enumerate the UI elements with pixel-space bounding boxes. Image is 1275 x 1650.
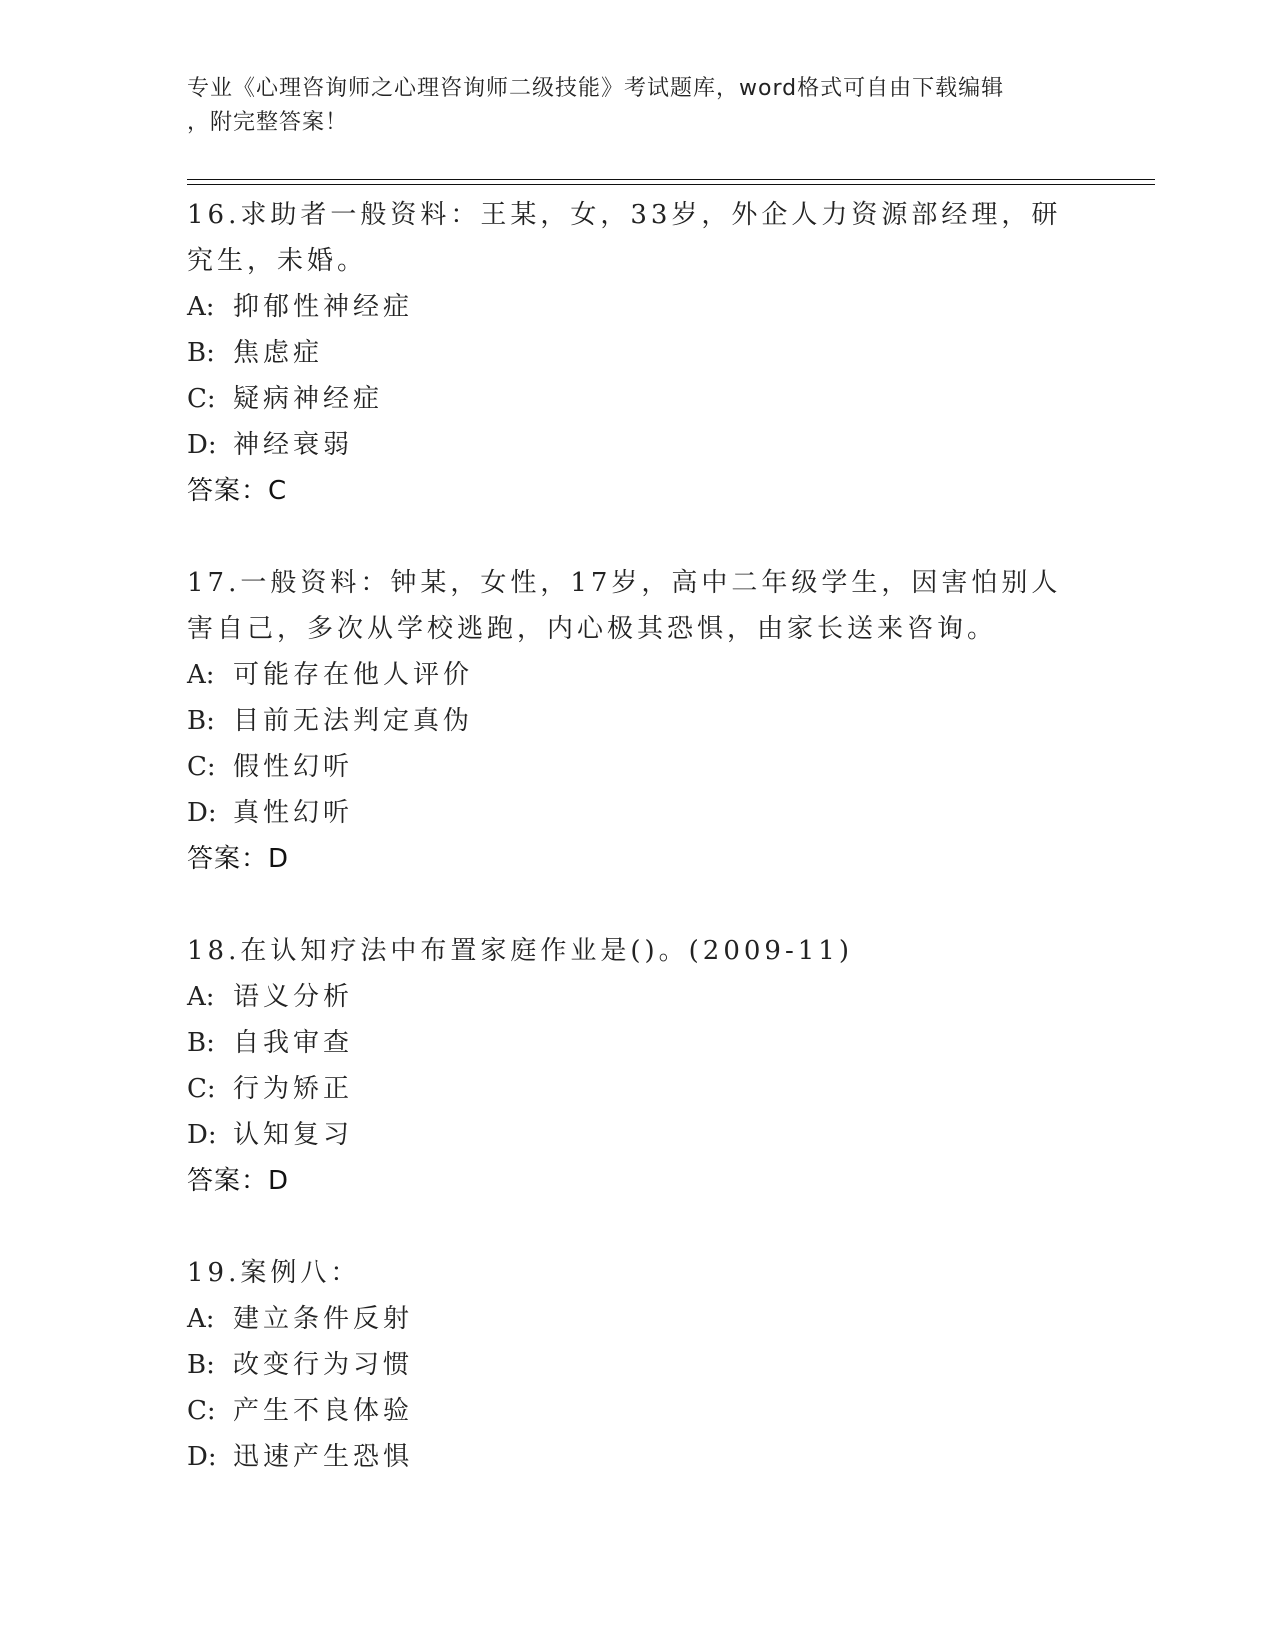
option-text: 抑郁性神经症 xyxy=(233,292,414,322)
option-label: B: xyxy=(187,706,215,736)
option-label: D: xyxy=(187,1120,217,1150)
question-16 xyxy=(187,192,1087,514)
question-17 xyxy=(187,560,1087,882)
question-19 xyxy=(187,1250,1087,1480)
header-line-1: 专业《心理咨询师之心理咨询师二级技能》考试题库，word格式可自由下载编辑 xyxy=(187,76,1005,101)
option-text: 语义分析 xyxy=(233,982,354,1012)
option-label: D: xyxy=(187,798,217,828)
question-title: 19.案例八： xyxy=(187,1258,361,1288)
answer-line: 答案：C xyxy=(187,476,288,506)
option-label: A: xyxy=(187,1304,215,1334)
option-text: 建立条件反射 xyxy=(233,1304,414,1334)
option-a xyxy=(187,652,1087,698)
option-c xyxy=(187,1388,1087,1434)
option-label: B: xyxy=(187,1028,215,1058)
option-text: 产生不良体验 xyxy=(233,1396,414,1426)
option-text: 神经衰弱 xyxy=(233,430,354,460)
option-label: A: xyxy=(187,982,215,1012)
option-label: C: xyxy=(187,1396,216,1426)
option-b xyxy=(187,1020,1087,1066)
option-text: 改变行为习惯 xyxy=(233,1350,414,1380)
option-c xyxy=(187,376,1087,422)
option-text: 真性幻听 xyxy=(233,798,354,828)
question-title: 18.在认知疗法中布置家庭作业是()。(2009-11) xyxy=(187,936,853,966)
option-text: 可能存在他人评价 xyxy=(233,660,474,690)
option-a xyxy=(187,974,1087,1020)
option-label: B: xyxy=(187,1350,215,1380)
option-label: D: xyxy=(187,1442,217,1472)
option-d xyxy=(187,1434,1087,1480)
option-text: 焦虑症 xyxy=(233,338,324,368)
option-b xyxy=(187,330,1087,376)
option-label: A: xyxy=(187,660,215,690)
answer-line: 答案：D xyxy=(187,1166,290,1196)
question-title: 16.求助者一般资料：王某，女，33岁，外企人力资源部经理，研究生，未婚。 xyxy=(187,200,1062,276)
question-18 xyxy=(187,928,1087,1204)
option-label: C: xyxy=(187,384,216,414)
answer-line: 答案：D xyxy=(187,844,290,874)
option-d xyxy=(187,1112,1087,1158)
option-text: 认知复习 xyxy=(233,1120,354,1150)
header-divider-top xyxy=(187,179,1155,180)
question-list xyxy=(187,192,1087,1526)
option-label: A: xyxy=(187,292,215,322)
option-label: D: xyxy=(187,430,217,460)
option-text: 迅速产生恐惧 xyxy=(233,1442,414,1472)
option-c xyxy=(187,1066,1087,1112)
header-line-2: ，附完整答案！ xyxy=(187,110,349,135)
option-label: C: xyxy=(187,1074,216,1104)
option-a xyxy=(187,284,1087,330)
option-a xyxy=(187,1296,1087,1342)
option-text: 疑病神经症 xyxy=(233,384,384,414)
question-title: 17.一般资料：钟某，女性，17岁，高中二年级学生，因害怕别人害自己，多次从学校逃跑，内心极其恐惧，由家长送来咨询。 xyxy=(187,568,1062,644)
option-b xyxy=(187,1342,1087,1388)
option-d xyxy=(187,790,1087,836)
option-text: 行为矫正 xyxy=(233,1074,354,1104)
option-text: 假性幻听 xyxy=(233,752,354,782)
option-text: 自我审查 xyxy=(233,1028,354,1058)
option-c xyxy=(187,744,1087,790)
header-divider-bottom xyxy=(187,184,1155,185)
option-b xyxy=(187,698,1087,744)
option-d xyxy=(187,422,1087,468)
option-label: B: xyxy=(187,338,215,368)
option-label: C: xyxy=(187,752,216,782)
document-header xyxy=(187,72,1067,140)
option-text: 目前无法判定真伪 xyxy=(233,706,474,736)
